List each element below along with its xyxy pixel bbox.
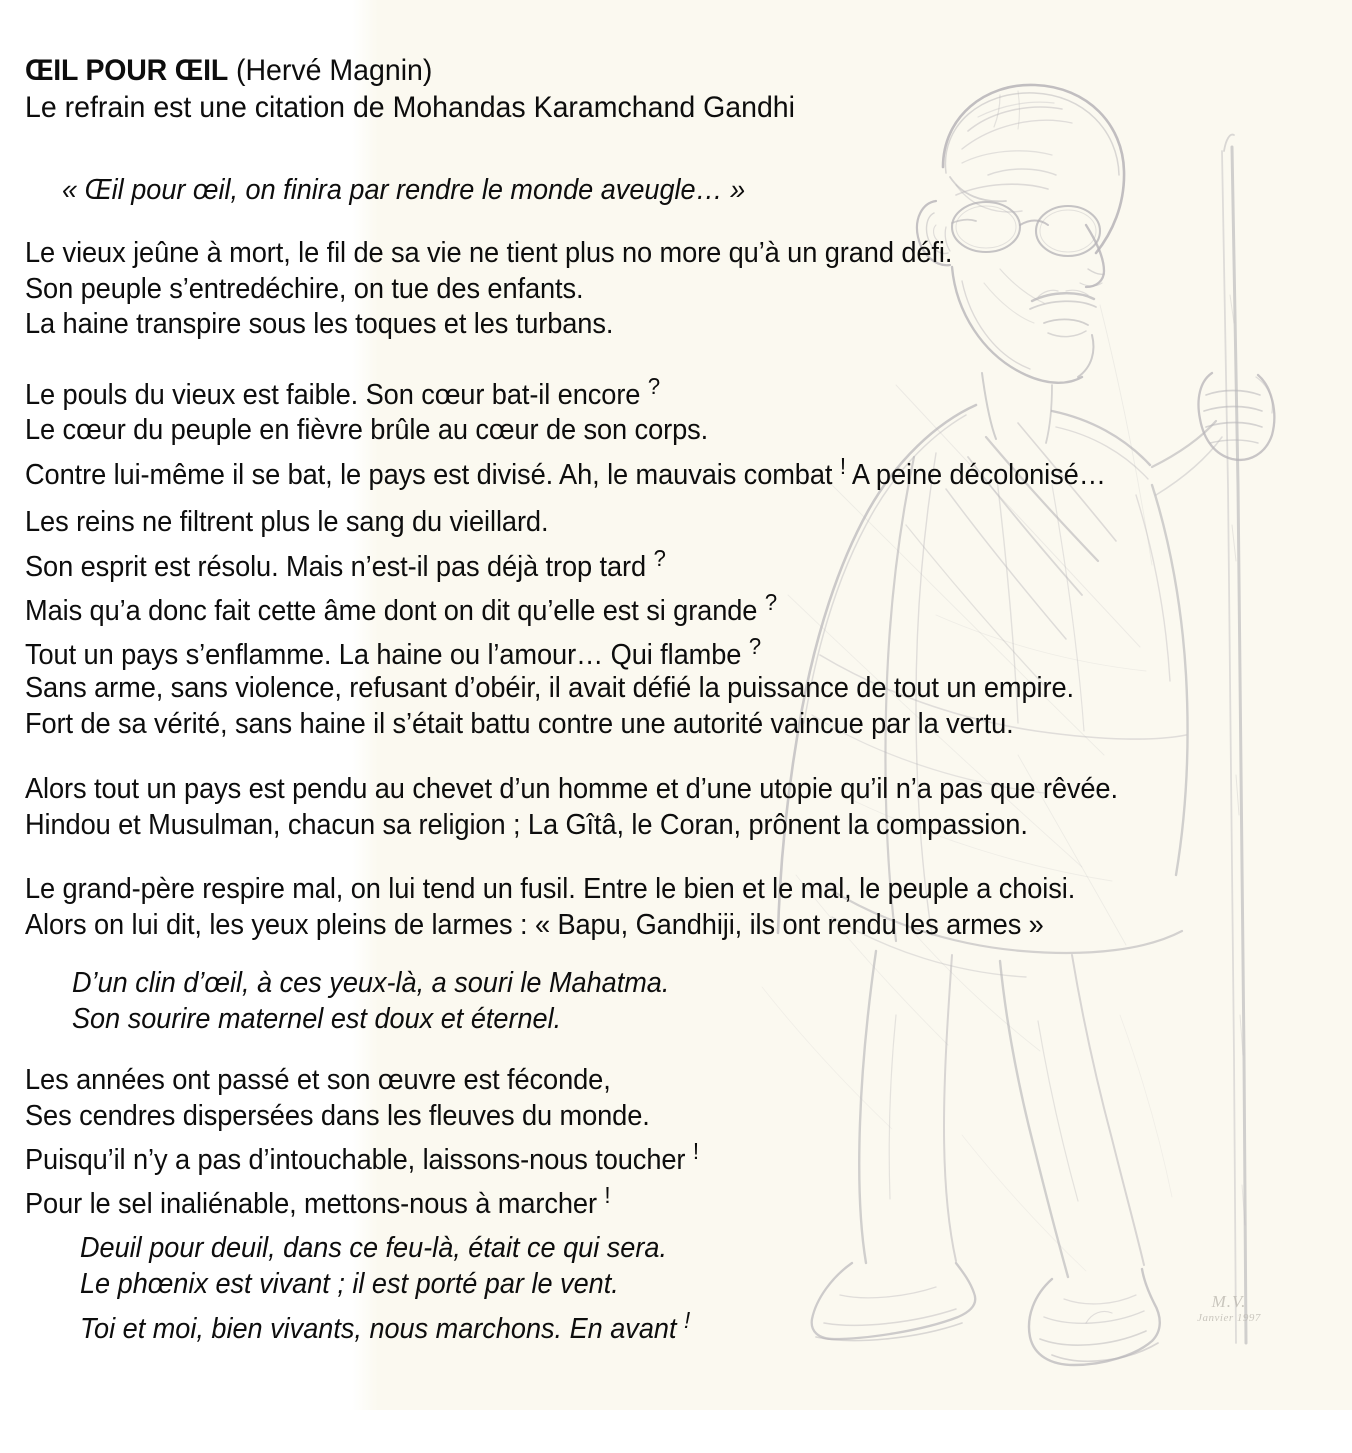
poem-line: La haine transpire sous les toques et les turbans.	[25, 308, 614, 340]
poem-line: Fort de sa vérité, sans haine il s’était battu contre une autorité vaincue par la vertu.	[25, 707, 1014, 740]
stanza-7	[25, 1063, 731, 1223]
stanza-6	[25, 872, 1125, 943]
stanza-4	[25, 671, 1123, 742]
poem-author: (Hervé Magnin)	[235, 54, 433, 87]
poem-line: Pour le sel inaliénable, mettons-nous à marcher !	[25, 1182, 611, 1221]
refrain-line: D’un clin d’œil, à ces yeux-là, a souri le Mahatma.	[72, 967, 670, 999]
poem-line: Sans arme, sans violence, refusant d’obéir, il avait défié la puissance de tout un empire.	[25, 672, 1074, 704]
poem-line: Mais qu’a donc fait cette âme dont on dit qu’elle est si grande ?	[25, 588, 778, 627]
stanza-2	[25, 369, 1157, 493]
poem-line: Le cœur du peuple en fièvre brûle au cœur de son corps.	[25, 414, 709, 447]
poem-line: Le pouls du vieux est faible. Son cœur bat-il encore ?	[25, 373, 661, 411]
epigraph-line: « Œil pour œil, on finira par rendre le monde aveugle… »	[62, 174, 746, 206]
signature-date: Janvier 1997	[1197, 1312, 1261, 1324]
poem-line: Le vieux jeûne à mort, le fil de sa vie ne tient plus no more qu’à un grand défi.	[25, 237, 953, 269]
poem-title: ŒIL POUR ŒIL	[25, 54, 229, 87]
poem-line: Contre lui-même il se bat, le pays est divisé. Ah, le mauvais combat ! A peine décolonisé…	[25, 452, 1106, 491]
poem-line: Les années ont passé et son œuvre est féconde,	[25, 1064, 611, 1096]
poem-line: Tout un pays s’enflamme. La haine ou l’amour… Qui flambe ?	[25, 633, 762, 671]
refrain-line: Toi et moi, bien vivants, nous marchons. En avant !	[80, 1307, 691, 1345]
stanza-3	[25, 505, 813, 673]
stanza-5	[25, 772, 1169, 843]
poem-header	[25, 52, 836, 126]
poem-line: Son esprit est résolu. Mais n’est-il pas déjà trop tard ?	[25, 544, 666, 583]
page-title	[25, 52, 795, 89]
poem-subtitle: Le refrain est une citation de Mohandas Karamchand Gandhi	[25, 91, 795, 124]
poem-line: Ses cendres dispersées dans les fleuves du monde.	[25, 1099, 650, 1132]
signature-initials: M.V.	[1211, 1292, 1247, 1311]
poem-line: Son peuple s’entredéchire, on tue des enfants.	[25, 272, 584, 305]
poem-line: Alors on lui dit, les yeux pleins de larmes : « Bapu, Gandhiji, ils ont rendu les armes »	[25, 908, 1044, 941]
poem-line: Le grand-père respire mal, on lui tend un fusil. Entre le bien et le mal, le peuple a choisi.	[25, 873, 1076, 905]
poem-line: Les reins ne filtrent plus le sang du vieillard.	[25, 506, 549, 538]
poem-epigraph	[62, 172, 781, 208]
refrain-line: Son sourire maternel est doux et éternel.	[72, 1003, 562, 1035]
refrain-2	[80, 1230, 722, 1347]
stanza-1	[25, 236, 996, 343]
refrain-line: Le phœnix est vivant ; il est porté par le vent.	[80, 1268, 619, 1300]
poem-line: Puisqu’il n’y a pas d’intouchable, laissons-nous toucher !	[25, 1138, 699, 1176]
refrain-line: Deuil pour deuil, dans ce feu-là, était ce qui sera.	[80, 1232, 667, 1264]
poem-line: Alors tout un pays est pendu au chevet d’un homme et d’une utopie qu’il n’a pas que rêvée.	[25, 773, 1118, 805]
poem-line: Hindou et Musulman, chacun sa religion ; La Gîtâ, le Coran, prônent la compassion.	[25, 808, 1028, 841]
refrain-1	[72, 965, 701, 1037]
